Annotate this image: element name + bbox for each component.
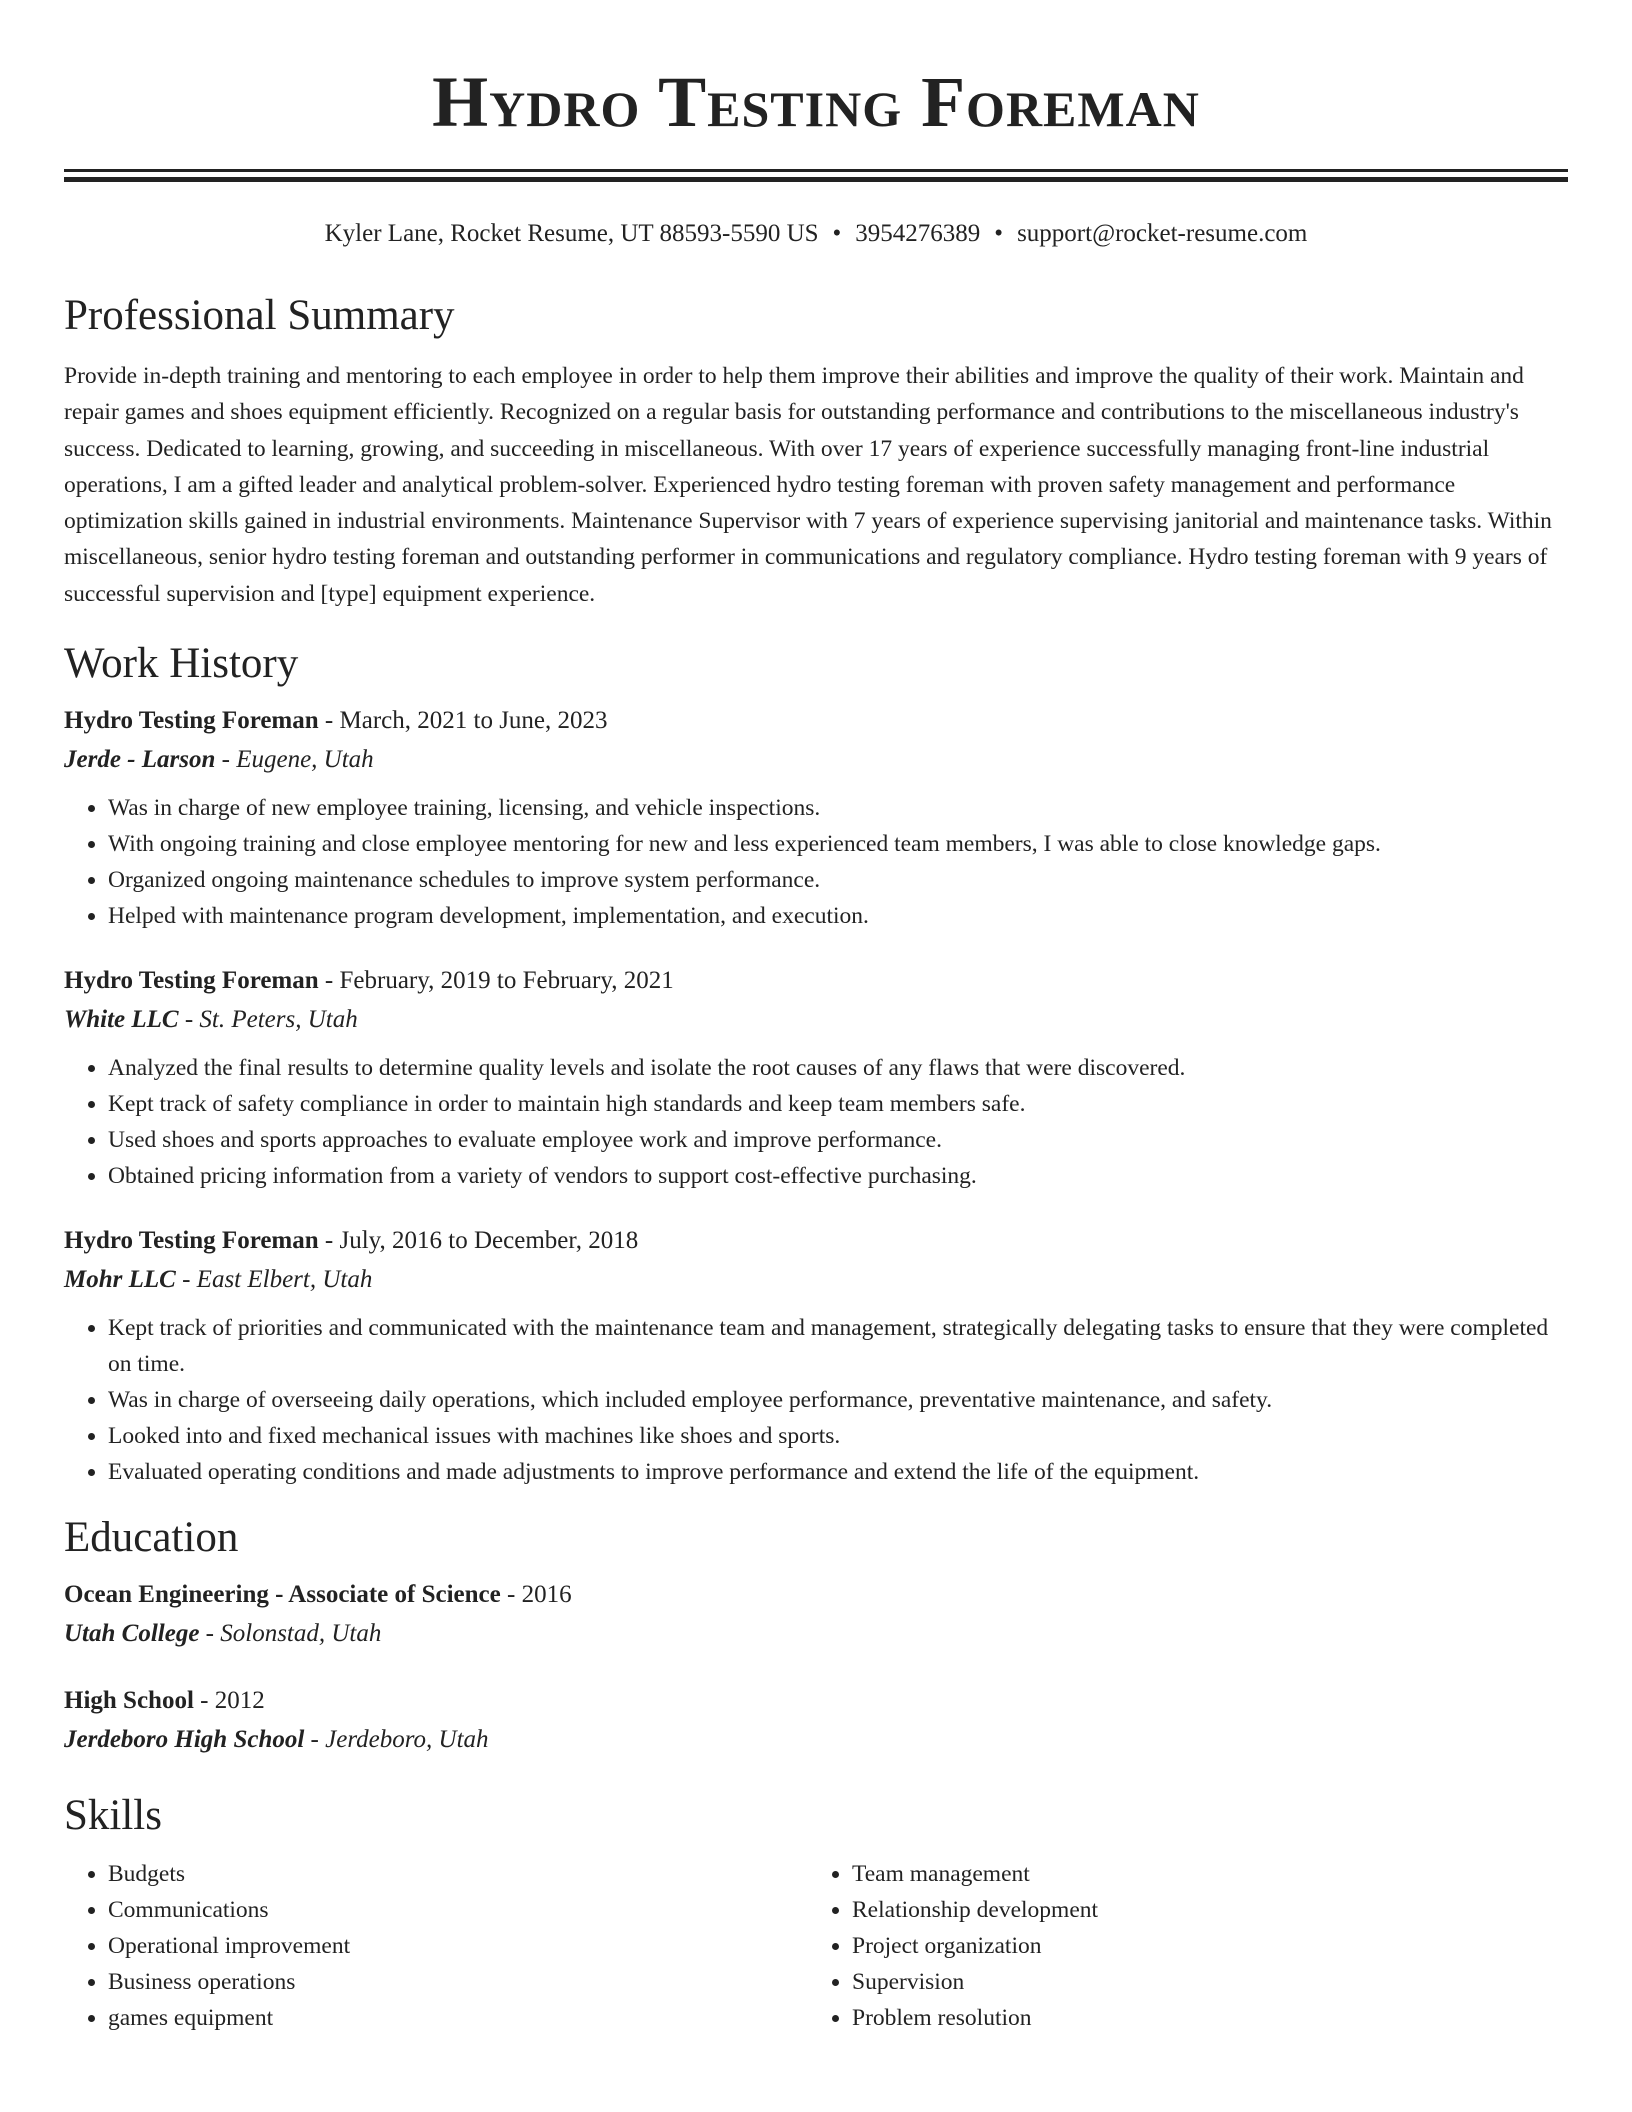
education-entry [64, 1576, 1568, 1654]
education-year: 2012 [214, 1687, 265, 1715]
contact-line [64, 218, 1568, 250]
job-dash: - [318, 707, 340, 735]
job-company: White LLC [64, 1006, 179, 1034]
skill-item: • Budgets [108, 1856, 808, 1892]
job-location: Eugene, Utah [236, 746, 374, 774]
job-bullets [64, 1310, 1568, 1490]
job-bullet: • Looked into and fixed mechanical issues with machines like shoes and sports. [108, 1418, 1568, 1454]
job-bullets [64, 790, 1568, 934]
summary-text: Provide in-depth training and mentoring to each employee in order to help them improve their abilities and improve the quality of their work. Maintain and repair games and shoes equipment efficiently. Recognized on a regular basis for outstanding performance and contributions to the miscellaneous industry's success. Dedicated to learning, growing, and succeeding in miscellaneous. With over 17 years of experience successfully managing front-line industrial operations, I am a gifted leader and analytical problem-solver. Experienced hydro testing foreman with proven safety management and performance optimization skills gained in industrial environments. Maintenance Supervisor with 7 years of experience supervising janitorial and maintenance tasks. Within miscellaneous, senior hydro testing foreman and outstanding performer in communications and regulatory compliance. Hydro testing foreman with 9 years of successful supervision and [type] equipment experience. [64, 363, 1552, 607]
job-company-line [64, 1000, 1568, 1040]
job-company-line [64, 740, 1568, 780]
skill-item: • Operational improvement [108, 1928, 808, 1964]
education-degree: Ocean Engineering - Associate of Science [64, 1581, 501, 1609]
job-entry [64, 702, 1568, 934]
skills-list-right [808, 1856, 1568, 2036]
job-bullet: • Organized ongoing maintenance schedules to improve system performance. [108, 862, 1568, 898]
job-entry [64, 1222, 1568, 1490]
education-location: Jerdeboro, Utah [325, 1726, 489, 1754]
job-dash: - [318, 1227, 340, 1255]
skills-heading: Skills [64, 1792, 162, 1840]
education-school-line [64, 1614, 1568, 1654]
contact-email: support@rocket-resume.com [1017, 220, 1308, 247]
skill-item: • Relationship development [852, 1892, 1568, 1928]
job-bullet: • Evaluated operating conditions and made adjustments to improve performance and extend the life of the equipment. [108, 1454, 1568, 1490]
job-bullet: • Kept track of priorities and communicated with the maintenance team and management, strategically delegating tasks to ensure that they were completed on time. [108, 1310, 1568, 1382]
job-bullet: • Obtained pricing information from a variety of vendors to support cost-effective purchasing. [108, 1158, 1568, 1194]
job-title-line [64, 962, 1568, 1000]
job-title: Hydro Testing Foreman [64, 967, 319, 995]
education-year: 2016 [521, 1581, 572, 1609]
education-degree-line [64, 1682, 1568, 1720]
job-bullet: • Helped with maintenance program development, implementation, and execution. [108, 898, 1568, 934]
job-bullet: • Was in charge of new employee training, licensing, and vehicle inspections. [108, 790, 1568, 826]
education-heading: Education [64, 1514, 239, 1562]
skill-item: • Supervision [852, 1964, 1568, 2000]
job-title-line [64, 1222, 1568, 1260]
contact-separator: • [832, 220, 842, 247]
job-company: Mohr LLC [64, 1266, 176, 1294]
contact-separator: • [994, 220, 1004, 247]
education-location: Solonstad, Utah [220, 1620, 382, 1648]
job-dash: - [175, 1266, 197, 1294]
skill-item: • Problem resolution [852, 2000, 1568, 2036]
header-rule-bottom [64, 177, 1568, 182]
header-rule-top [64, 169, 1568, 172]
job-dates: July, 2016 to December, 2018 [339, 1227, 639, 1255]
work-history-heading: Work History [64, 640, 299, 688]
job-dates: March, 2021 to June, 2023 [339, 707, 608, 735]
job-location: East Elbert, Utah [196, 1266, 373, 1294]
job-dash: - [178, 1006, 200, 1034]
skill-item: • Project organization [852, 1928, 1568, 1964]
job-company-line [64, 1260, 1568, 1300]
job-bullets [64, 1050, 1568, 1194]
summary-heading: Professional Summary [64, 292, 455, 339]
education-dash: - [304, 1726, 326, 1754]
education-degree-line [64, 1576, 1568, 1614]
education-entry [64, 1682, 1568, 1760]
resume-name-title: Hydro Testing Foreman [432, 62, 1200, 142]
job-entry [64, 962, 1568, 1194]
education-dash: - [199, 1620, 221, 1648]
job-bullet: • With ongoing training and close employee mentoring for new and less experienced team members, I was able to close knowledge gaps. [108, 826, 1568, 862]
contact-address: Kyler Lane, Rocket Resume, UT 88593-5590 US [324, 220, 819, 247]
skill-item: • Team management [852, 1856, 1568, 1892]
job-location: St. Peters, Utah [199, 1006, 358, 1034]
job-dash: - [318, 967, 340, 995]
job-bullet: • Was in charge of overseeing daily operations, which included employee performance, preventative maintenance, and safety. [108, 1382, 1568, 1418]
education-school-line [64, 1720, 1568, 1760]
skills-columns [64, 1856, 1568, 2036]
skill-item: • Business operations [108, 1964, 808, 2000]
job-bullet: • Kept track of safety compliance in order to maintain high standards and keep team members safe. [108, 1086, 1568, 1122]
education-degree: High School [64, 1687, 194, 1715]
job-company: Jerde - Larson [64, 746, 216, 774]
skill-item: • Communications [108, 1892, 808, 1928]
education-dash: - [500, 1581, 522, 1609]
skills-list-left [64, 1856, 808, 2036]
job-title-line [64, 702, 1568, 740]
job-bullet: • Analyzed the final results to determine quality levels and isolate the root causes of any flaws that were discovered. [108, 1050, 1568, 1086]
education-school: Utah College [64, 1620, 200, 1648]
education-school: Jerdeboro High School [64, 1726, 305, 1754]
job-dash: - [215, 746, 237, 774]
job-title: Hydro Testing Foreman [64, 707, 319, 735]
job-dates: February, 2019 to February, 2021 [339, 967, 674, 995]
job-bullet: • Used shoes and sports approaches to evaluate employee work and improve performance. [108, 1122, 1568, 1158]
skill-item: • games equipment [108, 2000, 808, 2036]
job-title: Hydro Testing Foreman [64, 1227, 319, 1255]
contact-phone: 3954276389 [855, 220, 981, 247]
education-dash: - [193, 1687, 215, 1715]
